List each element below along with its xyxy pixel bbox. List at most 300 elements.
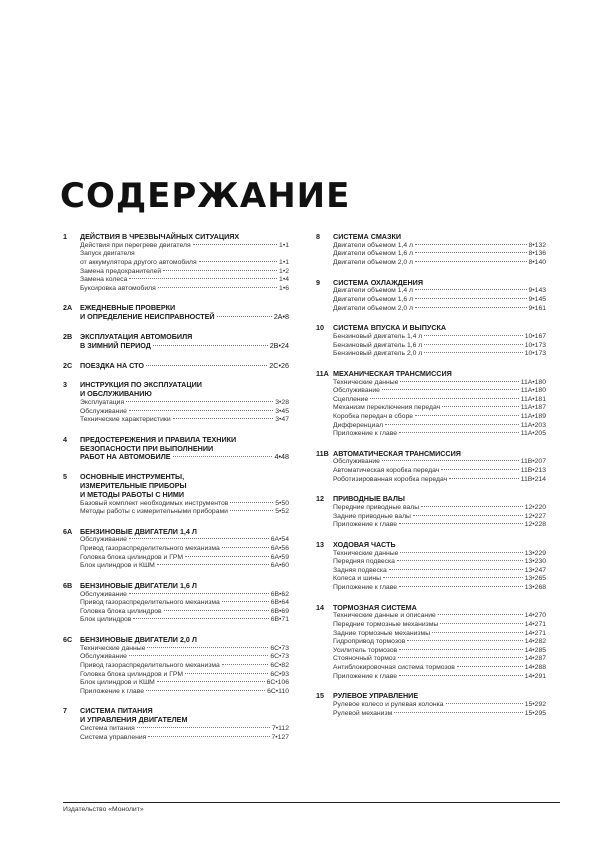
page-number: 6B•69	[270, 607, 289, 615]
chapter-heading[interactable]	[316, 692, 546, 701]
entry-title: Коробка передач в сборе	[333, 412, 414, 420]
entry-title: Колеса и шины	[333, 575, 381, 583]
chapter-title-line: БЕНЗИНОВЫЕ ДВИГАТЕЛИ 2,0 Л	[80, 635, 197, 645]
page-number: 14•282	[524, 638, 546, 646]
dot-leader	[389, 569, 523, 570]
toc-section	[316, 495, 546, 530]
toc-entry[interactable]	[80, 616, 289, 625]
entry-title: Двигатели объемом 1,4 л	[333, 241, 414, 249]
page-number: 2B•24	[269, 340, 289, 350]
entry-title: Антиблокировочная система тормозов	[333, 663, 455, 671]
dot-leader	[148, 736, 269, 737]
dot-leader	[164, 610, 269, 611]
toc-entry[interactable]	[333, 259, 546, 268]
chapter-number: 6A	[63, 526, 73, 536]
dot-leader	[399, 586, 523, 587]
toc-entry[interactable]	[80, 285, 289, 294]
page-number: 11A•205	[520, 430, 546, 438]
entry-title: Блок цилиндров и КШМ	[80, 679, 155, 687]
chapter-title-line: СИСТЕМА ОХЛАЖДЕНИЯ	[333, 277, 424, 287]
dot-leader	[397, 560, 523, 561]
chapter-title-line: РУЛЕВОЕ УПРАВЛЕНИЕ	[333, 691, 419, 701]
entry-title: Роботизированная коробка передач	[333, 475, 448, 483]
entry-title: Бензиновый двигатель 1,4 л	[333, 332, 423, 340]
toc-entry[interactable]	[80, 679, 289, 688]
entry-title: Задние приводные валы	[333, 512, 411, 520]
toc-entry[interactable]	[333, 664, 546, 673]
chapter-heading[interactable]	[63, 304, 289, 322]
entry-title: от аккумулятора другого автомобиля	[80, 258, 197, 266]
dot-leader	[222, 664, 269, 665]
page-number: 1•4	[279, 276, 289, 284]
entry-title: Технические данные	[333, 378, 399, 386]
entry-title: Приложение к главе	[333, 430, 398, 438]
page-number: 6C•82	[270, 662, 289, 670]
dot-leader	[441, 469, 518, 470]
toc-entry[interactable]	[80, 242, 289, 251]
entry-title: Передняя подвеска	[333, 558, 395, 566]
dot-leader	[407, 640, 522, 641]
toc-entry[interactable]	[333, 558, 546, 567]
dot-leader	[185, 556, 269, 557]
dot-leader	[399, 432, 519, 433]
toc-entry[interactable]	[333, 621, 546, 630]
page-number: 6B•71	[270, 616, 289, 624]
toc-entry[interactable]	[80, 500, 289, 509]
entry-title: Обслуживание	[80, 590, 127, 598]
page-number: 11B•213	[520, 467, 546, 475]
chapter-title-line: РАБОТ НА АВТОМОБИЛЕ	[80, 452, 171, 462]
toc-section	[316, 279, 546, 314]
toc-entry[interactable]	[333, 379, 546, 388]
chapter-title-line: СИСТЕМА СМАЗКИ	[333, 232, 402, 241]
dot-leader	[415, 261, 526, 262]
entry-title: Обслуживание	[80, 653, 127, 661]
dot-leader	[163, 270, 277, 271]
toc-entry[interactable]	[333, 701, 546, 710]
entry-title: Головка блока цилиндров и ГРМ	[80, 553, 183, 561]
toc-entry[interactable]	[333, 630, 546, 639]
toc-section	[316, 692, 546, 718]
dot-leader	[137, 727, 270, 728]
dot-leader	[370, 398, 518, 399]
toc-entry[interactable]	[80, 599, 289, 608]
entry-title: Блок цилиндров	[80, 616, 132, 624]
page-number: 6C•106	[266, 679, 289, 687]
dot-leader	[424, 335, 522, 336]
page-number: 12•228	[524, 521, 546, 529]
entry-title: Технические характеристики	[80, 416, 171, 424]
entry-title: Бензиновый двигатель 2,0 л	[333, 350, 423, 358]
dot-leader	[185, 673, 268, 674]
toc-section	[316, 370, 546, 439]
toc-entry[interactable]	[80, 688, 289, 697]
page-number: 7•112	[272, 724, 289, 732]
page-number: 9•143	[528, 287, 546, 295]
entry-title: Буксировка автомобиля	[80, 284, 156, 292]
dot-leader	[415, 252, 526, 253]
toc-entry[interactable]	[80, 653, 289, 662]
page-number: 5•50	[275, 499, 289, 507]
toc-section	[63, 528, 289, 571]
chapter-title-line: БЕНЗИНОВЫЕ ДВИГАТЕЛИ 1,6 Л	[80, 580, 197, 590]
toc-entry[interactable]	[80, 671, 289, 680]
dot-leader	[421, 506, 523, 507]
dot-leader	[217, 316, 272, 317]
entry-title: Сцепление	[333, 395, 369, 403]
dot-leader	[438, 614, 523, 615]
chapter-title-line: ДЕЙСТВИЯ В ЧРЕЗВЫЧАЙНЫХ СИТУАЦИЯХ	[80, 232, 240, 241]
dot-leader	[129, 593, 269, 594]
chapter-heading[interactable]	[316, 370, 546, 379]
chapter-title-line: ЕЖЕДНЕВНЫЕ ПРОВЕРКИ	[80, 303, 176, 313]
chapter-number: 2A	[63, 303, 73, 313]
dot-leader	[382, 389, 519, 390]
chapter-title-line: СИСТЕМА ВПУСКА И ВЫПУСКА	[333, 323, 447, 333]
toc-entry[interactable]	[333, 638, 546, 647]
toc-entry[interactable]	[333, 350, 546, 359]
page-number: 4•48	[274, 452, 289, 462]
entry-title: Эксплуатация	[80, 398, 125, 406]
page-number: 8•132	[528, 241, 546, 249]
dot-leader	[415, 244, 526, 245]
page-number: 13•229	[524, 549, 546, 557]
toc-entry[interactable]	[333, 305, 546, 314]
chapter-heading[interactable]	[63, 636, 289, 645]
page-number: 8•140	[528, 258, 546, 266]
chapter-number: 2B	[63, 331, 73, 341]
toc-section	[63, 636, 289, 696]
chapter-title-line: СИСТЕМА ПИТАНИЯ	[80, 706, 153, 716]
toc-entry[interactable]	[333, 504, 546, 513]
page-number: 14•271	[524, 621, 546, 628]
page-number: 10•167	[524, 332, 546, 340]
page-number: 11B•207	[520, 458, 546, 466]
dot-leader	[415, 298, 526, 299]
entry-title: Бензиновый двигатель 1,6 л	[333, 341, 423, 349]
page-number: 12•227	[524, 512, 546, 520]
chapter-title-line: БЕНЗИНОВЫЕ ДВИГАТЕЛИ 1,4 Л	[80, 526, 197, 536]
entry-title: Рулевое колесо и рулевая колонка	[333, 700, 444, 708]
toc-entry[interactable]	[80, 608, 289, 617]
entry-title: Привод газораспределительного механизма	[80, 545, 220, 553]
entry-title: Гидропривод тормозов	[333, 638, 406, 646]
toc-entry[interactable]	[333, 430, 546, 439]
entry-title: Двигатели объемом 1,6 л	[333, 250, 414, 258]
toc-entry[interactable]	[333, 513, 546, 522]
entry-title: Передние тормозные механизмы	[333, 621, 439, 628]
toc-entry[interactable]	[333, 567, 546, 576]
page-number: 6C•110	[267, 687, 289, 695]
page-title: СОДЕРЖАНИЕ	[60, 176, 351, 216]
chapter-number: 13	[316, 539, 324, 549]
dot-leader	[432, 632, 523, 633]
page-number: 10•173	[524, 341, 546, 349]
toc-entry[interactable]	[80, 734, 289, 743]
entry-title: Двигатели объемом 1,6 л	[333, 295, 414, 303]
dot-leader	[415, 415, 519, 416]
dot-leader	[126, 401, 273, 402]
toc-entry[interactable]	[333, 333, 546, 342]
toc-section	[63, 707, 289, 742]
chapter-number: 9	[316, 277, 320, 287]
page-number: 6C•93	[270, 670, 289, 678]
page-number: 10•173	[524, 350, 546, 358]
chapter-heading[interactable]	[316, 541, 546, 550]
toc-entry[interactable]	[333, 655, 546, 664]
chapter-heading[interactable]	[63, 582, 289, 591]
chapter-number: 8	[316, 232, 320, 241]
toc-entry[interactable]	[80, 591, 289, 600]
dot-leader	[383, 577, 523, 578]
toc-entry[interactable]	[80, 250, 289, 259]
entry-title: Действия при перегреве двигателя	[80, 241, 191, 249]
dot-leader	[415, 307, 526, 308]
toc-entry[interactable]	[333, 612, 546, 621]
toc-section	[316, 233, 546, 268]
page-number: 13•230	[524, 558, 546, 566]
chapter-number: 4	[63, 434, 67, 444]
dot-leader	[133, 618, 268, 619]
page-number: 14•288	[524, 663, 546, 671]
dot-leader	[424, 344, 522, 345]
toc-entry[interactable]	[80, 259, 289, 268]
toc-entry[interactable]	[333, 584, 546, 593]
toc-entry[interactable]	[80, 662, 289, 671]
chapter-heading[interactable]	[63, 707, 289, 725]
dot-leader	[449, 478, 519, 479]
chapter-heading[interactable]	[63, 233, 289, 242]
toc-section	[63, 381, 289, 424]
toc-entry[interactable]	[333, 413, 546, 422]
page-number: 11A•180	[520, 378, 546, 386]
toc-entry[interactable]	[333, 467, 546, 476]
page-number: 6C•73	[270, 644, 289, 652]
chapter-title-line: ТОРМОЗНАЯ СИСТЕМА	[333, 602, 417, 612]
chapter-heading[interactable]	[63, 381, 289, 399]
toc-entry[interactable]	[80, 562, 289, 571]
dot-leader	[399, 675, 523, 676]
chapter-heading[interactable]	[316, 233, 546, 242]
entry-title: Приложение к главе	[80, 687, 145, 695]
dot-leader	[193, 244, 277, 245]
chapter-heading[interactable]	[63, 333, 289, 351]
dot-leader	[147, 647, 268, 648]
entry-title: Привод газораспределительного механизма	[80, 662, 220, 670]
dot-leader	[399, 523, 523, 524]
page-number: 3•45	[275, 407, 289, 415]
page-number: 14•287	[524, 655, 546, 663]
chapter-number: 6C	[63, 635, 73, 645]
toc-entry[interactable]	[333, 296, 546, 305]
toc-entry[interactable]	[80, 554, 289, 563]
entry-title: Приложение к главе	[333, 584, 398, 592]
toc-entry[interactable]	[80, 276, 289, 285]
page-number: 7•127	[271, 733, 289, 741]
entry-title: Обслуживание	[80, 407, 127, 415]
page-number: 13•247	[524, 566, 546, 574]
page-number: 1•1	[279, 241, 289, 249]
chapter-title-line: И УПРАВЛЕНИЯ ДВИГАТЕЛЕМ	[80, 715, 188, 725]
toc-entry[interactable]	[333, 422, 546, 431]
toc-entry[interactable]	[80, 408, 289, 417]
page-number: 3•47	[275, 416, 289, 424]
page-number: 6A•56	[270, 545, 289, 553]
page-number: 1•6	[279, 284, 289, 292]
chapter-number: 1	[63, 232, 67, 241]
toc-entry[interactable]	[80, 545, 289, 554]
page-number: 11A•189	[520, 412, 546, 420]
page-number: 1•1	[279, 258, 289, 266]
entry-title: Головка блока цилиндров	[80, 607, 162, 615]
entry-title: Технические данные	[80, 644, 146, 652]
dot-leader	[173, 418, 274, 419]
chapter-title-line: И ОПРЕДЕЛЕНИЕ НЕИСПРАВНОСТЕЙ	[80, 312, 215, 322]
page-number: 5•52	[275, 508, 289, 516]
toc-entry[interactable]	[333, 287, 546, 296]
chapter-number: 2C	[63, 360, 73, 370]
dot-leader	[222, 601, 269, 602]
entry-title: Обслуживание	[333, 458, 380, 466]
page-number: 15•292	[524, 700, 546, 708]
chapter-title-line: ПОЕЗДКА НА СТО	[80, 360, 144, 370]
page-number: 14•271	[524, 629, 546, 637]
chapter-heading[interactable]	[63, 362, 289, 371]
toc-entry[interactable]	[80, 536, 289, 545]
chapter-title-line: ПРЕДОСТЕРЕЖЕНИЯ И ПРАВИЛА ТЕХНИКИ	[80, 434, 237, 444]
entry-title: Двигатели объемом 2,0 л	[333, 304, 414, 312]
entry-title: Головка блока цилиндров и ГРМ	[80, 670, 183, 678]
page-number: 6A•60	[270, 562, 289, 570]
toc-section	[316, 450, 546, 485]
chapter-number: 15	[316, 691, 324, 701]
toc-entry[interactable]	[80, 725, 289, 734]
toc-section	[316, 604, 546, 682]
dot-leader	[129, 410, 273, 411]
dot-leader	[157, 681, 265, 682]
entry-title: Автоматическая коробка передач	[333, 467, 440, 475]
dot-leader	[173, 456, 273, 457]
dot-leader	[146, 365, 267, 366]
dot-leader	[382, 460, 519, 461]
toc-entry[interactable]	[333, 387, 546, 396]
chapter-title-line: АВТОМАТИЧЕСКАЯ ТРАНСМИССИЯ	[333, 448, 461, 458]
toc-entry[interactable]	[80, 508, 289, 517]
chapter-number: 5	[63, 472, 67, 482]
toc-entry[interactable]	[333, 550, 546, 559]
toc-section	[63, 362, 289, 371]
entry-title: Двигатели объемом 2,0 л	[333, 258, 414, 266]
toc-entry[interactable]	[333, 404, 546, 413]
chapter-title-line: ИЗМЕРИТЕЛЬНЫЕ ПРИБОРЫ	[80, 480, 187, 490]
entry-title: Обслуживание	[333, 387, 380, 395]
entry-title: Блок цилиндров и КШМ	[80, 562, 155, 570]
page-number: 9•161	[528, 304, 546, 312]
toc-entry[interactable]	[80, 268, 289, 277]
toc-section	[63, 233, 289, 293]
dot-leader	[129, 278, 277, 279]
toc-entry[interactable]	[333, 476, 546, 485]
entry-title: Методы работы с измерительными приборами	[80, 508, 228, 516]
entry-title: Привод газораспределительного механизма	[80, 599, 220, 607]
dot-leader	[398, 657, 523, 658]
chapter-title-line: ПРИВОДНЫЕ ВАЛЫ	[333, 494, 405, 504]
dot-leader	[222, 547, 269, 548]
entry-title: Механизм переключения передач	[333, 404, 441, 412]
dot-leader	[400, 552, 522, 553]
entry-title: Обслуживание	[80, 536, 127, 544]
entry-title: Двигатели объемом 1,4 л	[333, 287, 414, 295]
chapter-title-line: И МЕТОДЫ РАБОТЫ С НИМИ	[80, 489, 185, 499]
dot-leader	[129, 655, 268, 656]
toc-entry[interactable]	[333, 673, 546, 682]
page-number: 11A•181	[520, 395, 546, 403]
entry-title: Технические данные и описание	[333, 612, 436, 620]
entry-title: Задняя подвеска	[333, 566, 387, 574]
dot-leader	[424, 352, 522, 353]
dot-leader	[146, 690, 265, 691]
page-number: 6A•54	[270, 536, 289, 544]
chapter-heading[interactable]	[316, 604, 546, 613]
dot-leader	[394, 712, 522, 713]
toc-entry[interactable]	[80, 416, 289, 425]
toc-entry[interactable]	[333, 342, 546, 351]
entry-title: Приложение к главе	[333, 672, 398, 680]
chapter-heading[interactable]	[316, 324, 546, 333]
entry-title: Замена колеса	[80, 276, 128, 284]
page-number: 6C•73	[270, 653, 289, 661]
toc-entry[interactable]	[333, 575, 546, 584]
toc-entry[interactable]	[333, 710, 546, 719]
chapter-title-line: ИНСТРУКЦИЯ ПО ЭКСПЛУАТАЦИИ	[80, 380, 202, 390]
page-number: 6A•59	[270, 553, 289, 561]
chapter-heading[interactable]	[63, 436, 289, 462]
chapter-title-line: ОСНОВНЫЕ ИНСТРУМЕНТЫ,	[80, 472, 185, 482]
chapter-heading[interactable]	[316, 495, 546, 504]
page-number: 13•265	[524, 575, 546, 583]
chapter-title-line: ХОДОВАЯ ЧАСТЬ	[333, 539, 396, 549]
chapter-title-line: БЕЗОПАСНОСТИ ПРИ ВЫПОЛНЕНИИ	[80, 443, 214, 453]
page-number: 2C•26	[269, 360, 289, 370]
page-number: 11B•214	[520, 475, 546, 483]
chapter-number: 14	[316, 602, 324, 612]
toc-section	[63, 333, 289, 351]
chapter-heading[interactable]	[63, 473, 289, 499]
toc-left-column	[63, 233, 289, 753]
chapter-title-line: МЕХАНИЧЕСКАЯ ТРАНСМИССИЯ	[333, 368, 452, 378]
dot-leader	[446, 703, 523, 704]
page-number: 14•291	[524, 672, 546, 680]
page-number: 6B•62	[270, 590, 289, 598]
chapter-title-line: В ЗИМНИЙ ПЕРИОД	[80, 340, 151, 350]
toc-entry[interactable]	[333, 458, 546, 467]
toc-entry[interactable]	[80, 399, 289, 408]
entry-title: Усилитель тормозов	[333, 646, 398, 654]
toc-entry[interactable]	[333, 396, 546, 405]
dot-leader	[400, 381, 518, 382]
toc-section	[63, 582, 289, 625]
dot-leader	[230, 502, 273, 503]
dot-leader	[199, 261, 277, 262]
toc-entry[interactable]	[333, 521, 546, 530]
page-number: 15•295	[524, 709, 546, 717]
page-number: 11A•180	[520, 387, 546, 395]
chapter-title-line: ЭКСПЛУАТАЦИЯ АВТОМОБИЛЯ	[80, 331, 193, 341]
entry-title: Дифференциал	[333, 421, 384, 429]
toc-entry[interactable]	[333, 250, 546, 259]
entry-title: Технические данные	[333, 549, 399, 557]
page-number: 14•285	[524, 646, 546, 654]
